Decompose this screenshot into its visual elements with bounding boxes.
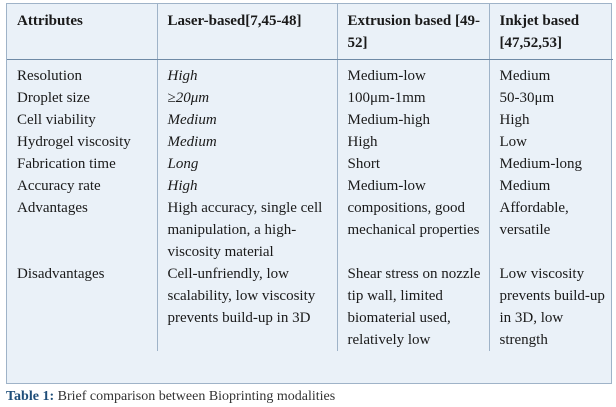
- laser-cell: High: [157, 60, 337, 88]
- table-row: [7, 109, 613, 131]
- caption-text: Brief comparison between Bioprinting modalities: [57, 389, 336, 404]
- row-attribute-cell: Accuracy rate: [17, 178, 101, 194]
- table-row: [7, 197, 613, 263]
- table-row: [7, 131, 613, 153]
- laser-cell: Medium: [157, 131, 337, 153]
- inkjet-cell: Low viscosity prevents build-up in 3D, low strength: [489, 263, 613, 351]
- laser-cell: Medium: [157, 109, 337, 131]
- inkjet-cell: High: [489, 109, 613, 131]
- row-attribute-cell: Advantages: [17, 200, 88, 216]
- row-attribute-cell: Hydrogel viscosity: [17, 134, 131, 150]
- row-attribute-cell: Resolution: [17, 68, 83, 84]
- laser-cell: Cell-unfriendly, low scalability, low viscosity prevents build-up in 3D: [157, 263, 337, 351]
- header-inkjet-based: Inkjet based [47,52,53]: [489, 4, 613, 60]
- table-row: [7, 175, 613, 197]
- header-attributes: Attributes: [7, 4, 157, 60]
- laser-cell: High accuracy, single cell manipulation, a high-viscosity material: [157, 197, 337, 263]
- inkjet-cell: Medium-long: [489, 153, 613, 175]
- row-attribute-cell: Disadvantages: [17, 266, 105, 282]
- comparison-table: [7, 4, 613, 351]
- header-laser-based: Laser-based[7,45-48]: [157, 4, 337, 60]
- row-attribute-cell: Fabrication time: [17, 156, 116, 172]
- laser-cell: Long: [157, 153, 337, 175]
- inkjet-cell: 50-30μm: [489, 87, 613, 109]
- extrusion-cell: Shear stress on nozzle tip wall, limited biomaterial used, relatively low: [337, 263, 489, 351]
- table-header-row: [7, 4, 613, 60]
- row-attribute-cell: Cell viability: [17, 112, 96, 128]
- inkjet-cell: Affordable, versatile: [489, 197, 613, 263]
- table-caption: [6, 388, 335, 406]
- laser-cell: High: [157, 175, 337, 197]
- table-row: [7, 263, 613, 351]
- table-row: [7, 87, 613, 109]
- extrusion-cell: Medium-low: [337, 60, 489, 88]
- extrusion-cell: Short: [337, 153, 489, 175]
- extrusion-cell: High: [337, 131, 489, 153]
- comparison-table-container: [6, 3, 612, 384]
- header-extrusion-based: Extrusion based [49-52]: [337, 4, 489, 60]
- extrusion-cell: compositions, good mechanical properties: [337, 197, 489, 263]
- inkjet-cell: Medium: [489, 60, 613, 88]
- extrusion-cell: 100μm-1mm: [337, 87, 489, 109]
- laser-cell: ≥20μm: [157, 87, 337, 109]
- table-row: [7, 153, 613, 175]
- caption-label: Table 1:: [6, 389, 55, 404]
- inkjet-cell: Medium: [489, 175, 613, 197]
- row-attribute-cell: Droplet size: [17, 90, 90, 106]
- inkjet-cell: Low: [489, 131, 613, 153]
- extrusion-cell: Medium-low: [337, 175, 489, 197]
- extrusion-cell: Medium-high: [337, 109, 489, 131]
- table-row: [7, 60, 613, 88]
